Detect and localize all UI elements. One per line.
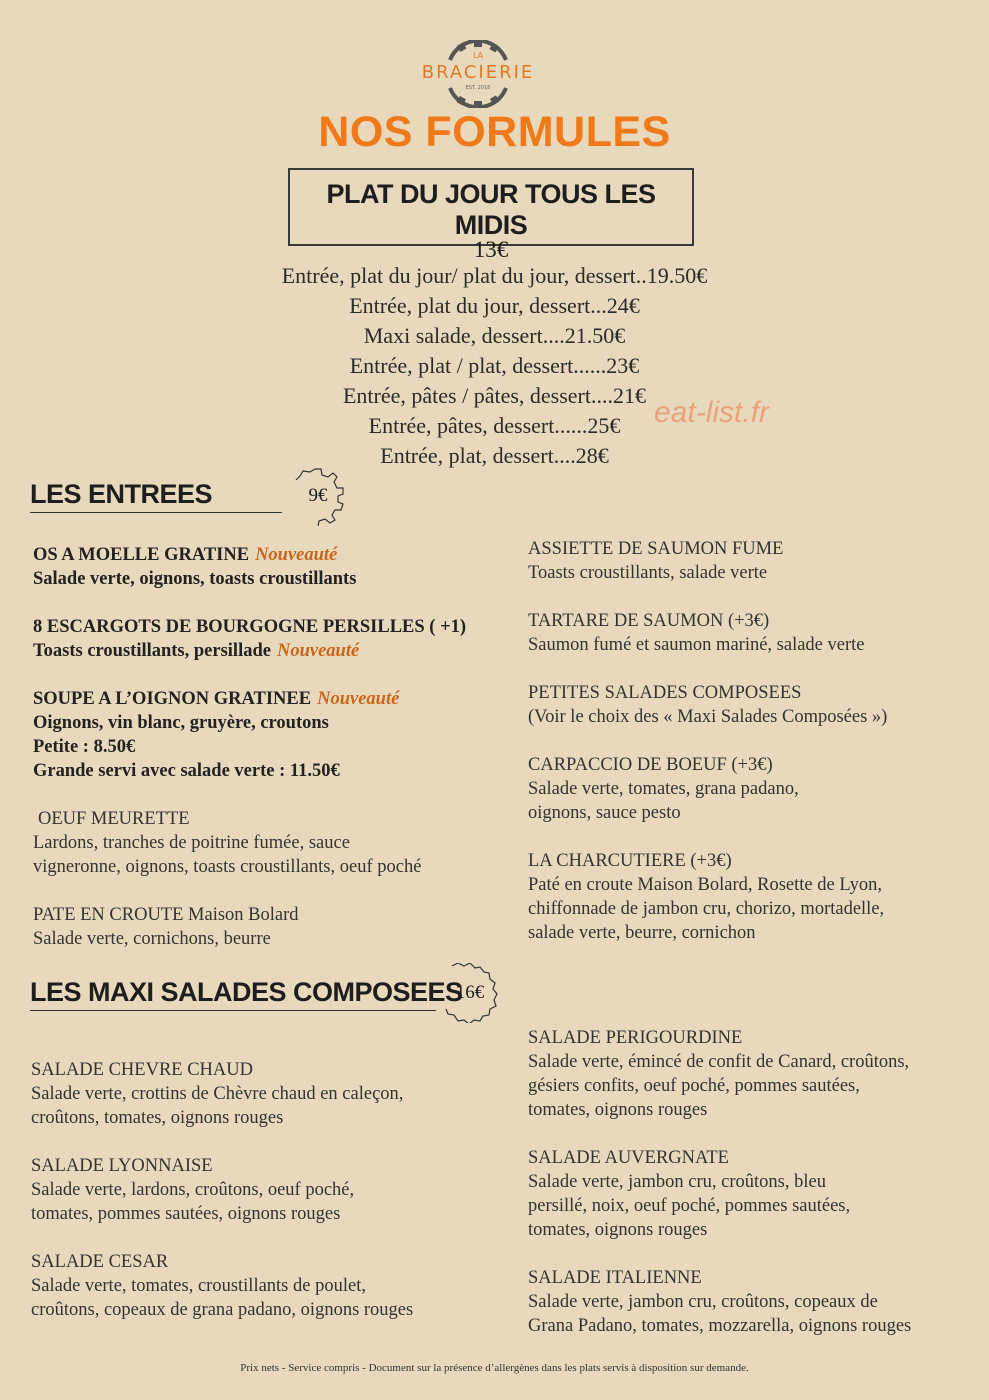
menu-item-desc: croûtons, tomates, oignons rouges	[31, 1108, 284, 1128]
section-title-entrees: LES ENTREES	[30, 479, 213, 509]
logo-established: EST. 2018	[465, 85, 491, 91]
menu-item-name: SOUPE A L’OIGNON GRATINEE Nouveauté	[33, 689, 400, 709]
menu-item	[33, 543, 493, 591]
formules-list	[0, 261, 989, 471]
menu-item	[528, 1266, 988, 1338]
menu-item-desc: chiffonnade de jambon cru, chorizo, mortadelle,	[528, 899, 885, 919]
menu-item	[33, 687, 493, 783]
menu-item-desc: croûtons, copeaux de grana padano, oignons rouges	[31, 1300, 414, 1320]
menu-item-desc: Salade verte, crottins de Chèvre chaud en caleçon,	[31, 1084, 404, 1104]
price-entrees: 9€	[308, 485, 328, 506]
menu-item-desc: tomates, oignons rouges	[528, 1100, 708, 1120]
menu-item-price-petite: Petite : 8.50€	[33, 737, 136, 757]
menu-item-desc: Saumon fumé et saumon mariné, salade verte	[528, 635, 865, 655]
menu-item-desc: Grana Padano, tomates, mozzarella, oignons rouges	[528, 1316, 912, 1336]
menu-item-desc: tomates, pommes sautées, oignons rouges	[31, 1204, 341, 1224]
menu-item-name: LA CHARCUTIERE (+3€)	[528, 851, 732, 871]
menu-item-desc: Salade verte, tomates, croustillants de poulet,	[31, 1276, 366, 1296]
logo-la: LA	[472, 51, 484, 60]
price-badge-entrees	[288, 466, 348, 526]
menu-item	[31, 1058, 491, 1130]
menu-item	[31, 1154, 491, 1226]
menu-item-desc: Paté en croute Maison Bolard, Rosette de Lyon,	[528, 875, 882, 895]
plat-du-jour-price: 13€	[473, 237, 509, 262]
menu-item	[528, 1146, 988, 1242]
plat-du-jour-title: PLAT DU JOUR TOUS LES MIDIS	[326, 179, 656, 240]
menu-item-desc: Oignons, vin blanc, gruyère, croutons	[33, 713, 329, 733]
menu-item	[33, 807, 493, 879]
formule-item: Entrée, plat / plat, dessert......23€	[349, 353, 640, 378]
menu-item-name: SALADE CESAR	[31, 1252, 169, 1272]
menu-item	[528, 753, 988, 825]
menu-item-name: TARTARE DE SAUMON (+3€)	[528, 611, 770, 631]
menu-item-name: SALADE LYONNAISE	[31, 1156, 213, 1176]
price-badge-salades	[440, 963, 500, 1023]
menu-item-desc: vigneronne, oignons, toasts croustillants, oeuf poché	[33, 857, 422, 877]
menu-item-name: PATE EN CROUTE Maison Bolard	[33, 905, 299, 925]
section-underline	[30, 512, 282, 513]
menu-item	[31, 1250, 491, 1322]
menu-item-desc: (Voir le choix des « Maxi Salades Composées »)	[528, 707, 888, 727]
menu-item	[528, 537, 988, 585]
nouveaute-tag: Nouveauté	[276, 641, 360, 661]
menu-item-desc: Salade verte, lardons, croûtons, oeuf poché,	[31, 1180, 355, 1200]
price-salades: 16€	[455, 982, 485, 1003]
menu-item-desc: Salade verte, jambon cru, croûtons, bleu	[528, 1172, 826, 1192]
menu-item	[528, 1026, 988, 1122]
menu-item-price-grande: Grande servi avec salade verte : 11.50€	[33, 761, 340, 781]
menu-item-name: PETITES SALADES COMPOSEES	[528, 683, 802, 703]
menu-item	[528, 681, 988, 729]
menu-item	[528, 609, 988, 657]
section-underline	[30, 1010, 436, 1011]
menu-item-desc: Salade verte, jambon cru, croûtons, copeaux de	[528, 1292, 878, 1312]
menu-item-name: 8 ESCARGOTS DE BOURGOGNE PERSILLES ( +1)	[33, 617, 467, 637]
menu-item-name: SALADE PERIGOURDINE	[528, 1028, 743, 1048]
menu-item-desc: Lardons, tranches de poitrine fumée, sauce	[33, 833, 350, 853]
formule-item: Entrée, plat du jour/ plat du jour, dessert..19.50€	[281, 263, 708, 288]
menu-item-name: SALADE CHEVRE CHAUD	[31, 1060, 253, 1080]
menu-item-desc: Salade verte, oignons, toasts croustillants	[33, 569, 357, 589]
logo-name: BRACIERIE	[421, 62, 535, 83]
menu-item-name: OS A MOELLE GRATINE Nouveauté	[33, 545, 338, 565]
menu-item-desc: tomates, oignons rouges	[528, 1220, 708, 1240]
menu-item	[528, 849, 988, 945]
bracierie-logo	[420, 40, 536, 108]
menu-item-name: SALADE ITALIENNE	[528, 1268, 702, 1288]
section-title-salades: LES MAXI SALADES COMPOSEES	[30, 977, 463, 1007]
menu-item-name: OEUF MEURETTE	[38, 809, 190, 829]
plat-du-jour-box	[288, 168, 694, 262]
menu-item-desc: Salade verte, tomates, grana padano,	[528, 779, 799, 799]
formule-item: Entrée, plat, dessert....28€	[380, 443, 609, 468]
menu-item-desc: gésiers confits, oeuf poché, pommes sautées,	[528, 1076, 860, 1096]
menu-item-name: CARPACCIO DE BOEUF (+3€)	[528, 755, 773, 775]
nouveaute-tag: Nouveauté	[317, 689, 400, 709]
menu-item-desc: oignons, sauce pesto	[528, 803, 681, 823]
watermark: eat-list.fr	[654, 396, 770, 429]
menu-item	[33, 903, 493, 951]
menu-item-desc: Toasts croustillants, persillade Nouveauté	[33, 641, 360, 661]
menu-item-desc: salade verte, beurre, cornichon	[528, 923, 756, 943]
menu-item-name: SALADE AUVERGNATE	[528, 1148, 729, 1168]
menu-item-desc: Salade verte, émincé de confit de Canard, croûtons,	[528, 1052, 910, 1072]
menu-item-desc: persillé, noix, oeuf poché, pommes sautées,	[528, 1196, 851, 1216]
footer-note: Prix nets - Service compris - Document sur la présence d’allergènes dans les plats servis à disposition sur demande.	[240, 1362, 749, 1374]
menu-item-desc: Salade verte, cornichons, beurre	[33, 929, 271, 949]
page-title: NOS FORMULES	[318, 108, 671, 156]
formule-item: Entrée, plat du jour, dessert...24€	[349, 293, 640, 318]
menu-item-desc: Toasts croustillants, salade verte	[528, 563, 768, 583]
menu-item	[33, 615, 493, 663]
formule-item: Entrée, pâtes, dessert......25€	[368, 413, 621, 438]
nouveaute-tag: Nouveauté	[255, 545, 338, 565]
formule-item: Maxi salade, dessert....21.50€	[363, 323, 626, 348]
formule-item: Entrée, pâtes / pâtes, dessert....21€	[342, 383, 646, 408]
menu-item-name: ASSIETTE DE SAUMON FUME	[528, 539, 784, 559]
